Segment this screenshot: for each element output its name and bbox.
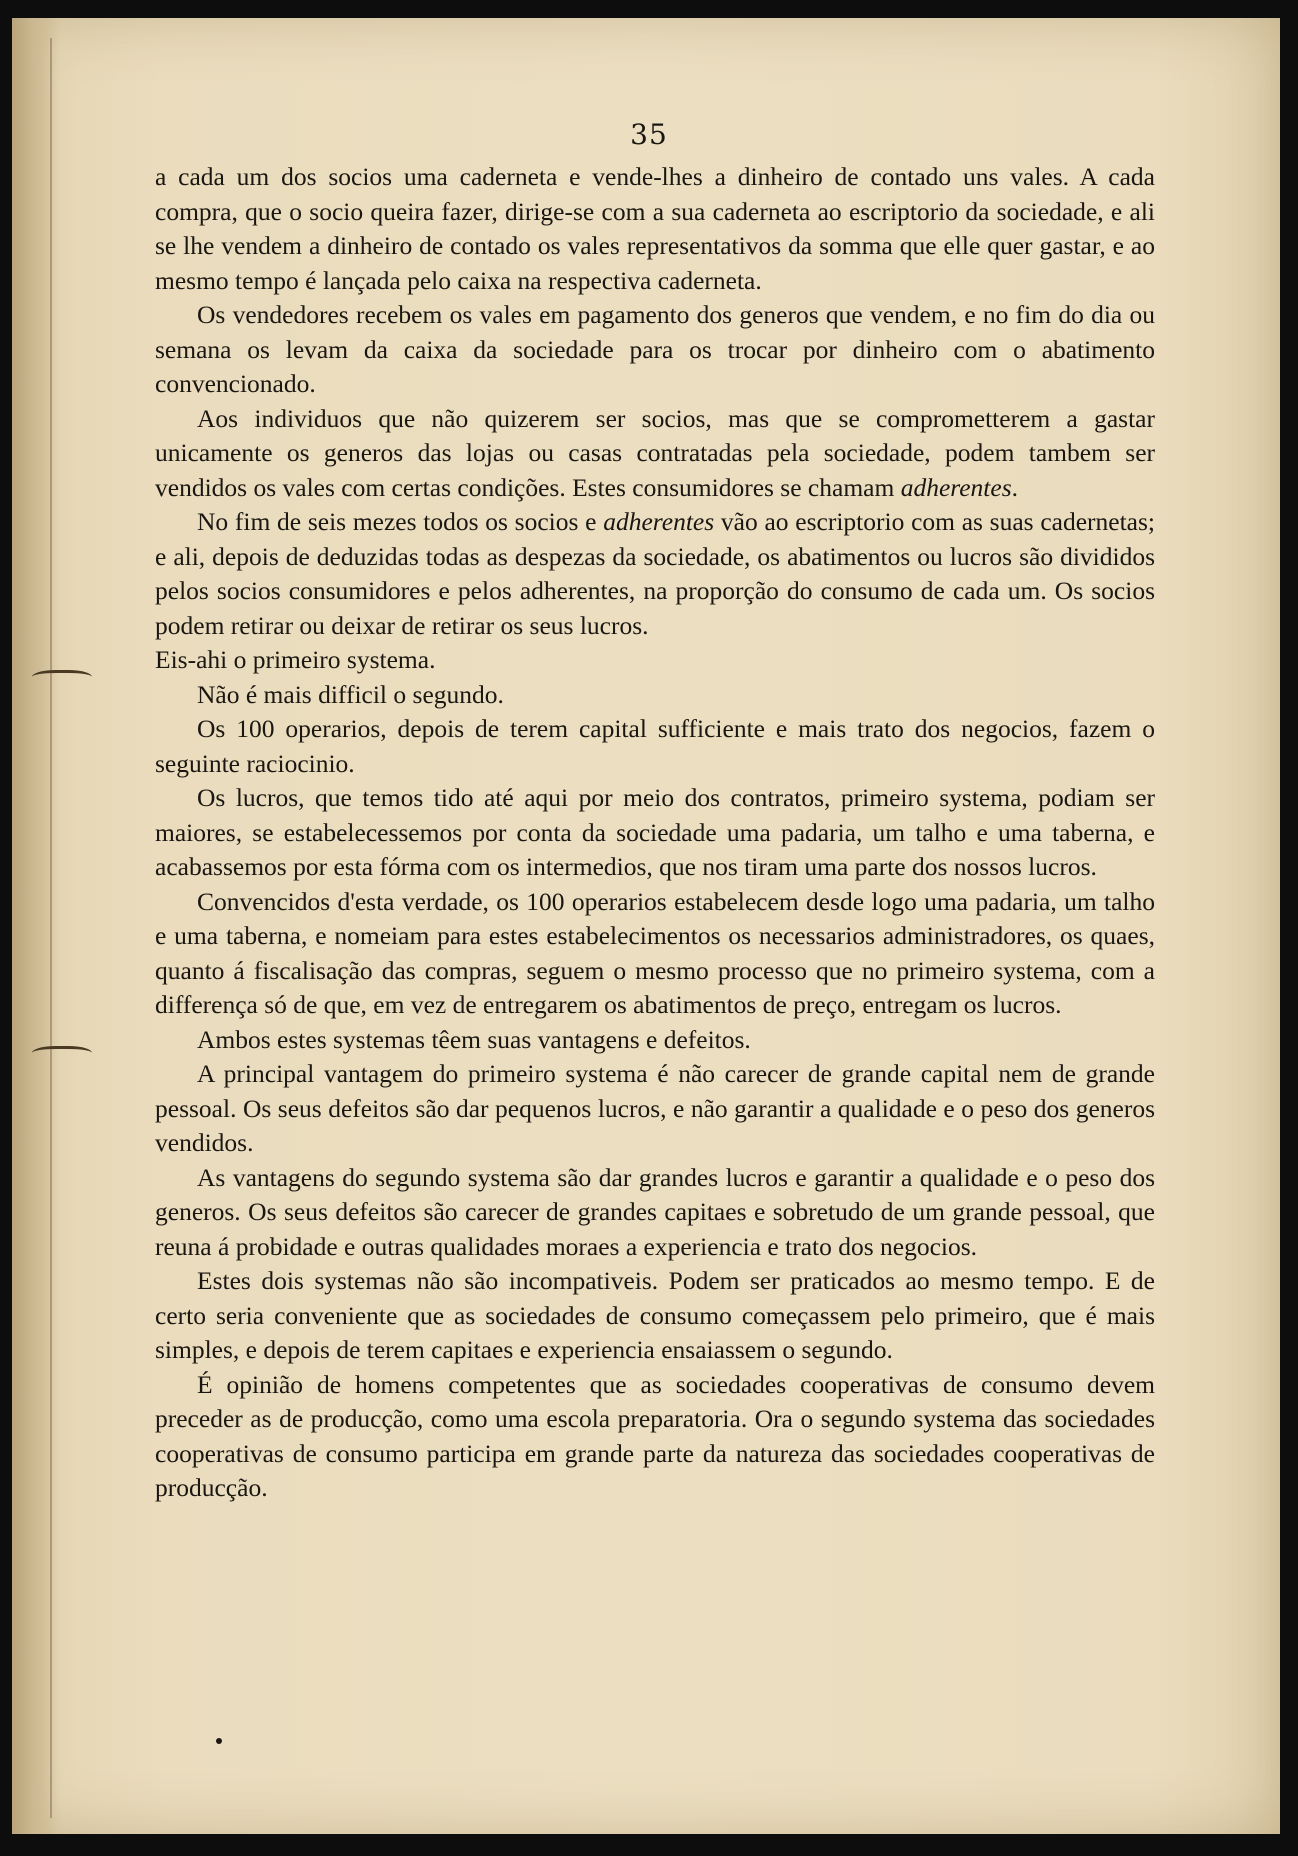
binding-edge <box>50 38 52 1818</box>
ink-mark <box>216 1738 222 1744</box>
binding-thread-upper <box>32 670 92 687</box>
paragraph-primeiro-systema: Eis-ahi o primeiro systema. <box>155 645 436 674</box>
paragraph-seis-mezes-rest: vão ao escriptorio com as suas cadernetas; e ali, depois de deduzidas todas as despezas da sociedade, os abatimentos ou lucros são divididos pelos socios consumidores e pelos adherentes, na proporção do consumo de cada um. Os socios podem retirar ou deixar de retirar os seus lucros. <box>155 507 1156 640</box>
paragraph-adherentes-text: Aos individuos que não quizerem ser socios, mas que se comprometterem a gastar unicamente os generos das lojas ou casas contratadas pela sociedade, podem tambem ser vendidos os vales com certas condições. Estes consumidores se chamam <box>155 403 1155 502</box>
paragraph-adherentes-end: . <box>1011 472 1019 502</box>
paragraph-seis-mezes <box>155 505 1155 678</box>
term-adherentes-2: adherentes <box>603 507 715 536</box>
binding-thread-lower <box>32 1046 92 1063</box>
paragraph-incompativeis: Estes dois systemas não são incompativeis. Podem ser praticados ao mesmo tempo. E de certo seria conveniente que as sociedades de consumo começassem pelo primeiro, que é mais simples, e depois de terem capitaes e experiencia ensaiassem o segundo. <box>155 1266 1155 1364</box>
paragraph-vantagens-segundo: As vantagens do segundo systema são dar grandes lucros e garantir a qualidade e o peso dos generos. Os seus defeitos são carecer de grandes capitaes e sobretudo de um grande pessoal, que reuna á probidade e outras qualidades moraes a experiencia e trato dos negocios. <box>155 1162 1155 1261</box>
paragraph-caderneta: a cada um dos socios uma caderneta e vende-lhes a dinheiro de contado uns vales. A cada compra, que o socio queira fazer, dirige-se com a sua caderneta ao escriptorio da sociedade, e ali se lhe vendem a dinheiro de contado os vales representativos da somma que elle quer gastar, e ao mesmo tempo é lançada pelo caixa na respectiva caderneta. <box>155 162 1155 295</box>
paragraph-operarios: Os 100 operarios, depois de terem capital sufficiente e mais trato dos negocios, fazem o seguinte raciocinio. <box>155 714 1155 778</box>
term-adherentes: adherentes <box>900 472 1012 502</box>
page-number: 35 <box>630 118 668 151</box>
body-text <box>155 160 1155 1506</box>
paragraph-convencidos: Convencidos d'esta verdade, os 100 operarios estabelecem desde logo uma padaria, um talho e uma taberna, e nomeiam para estes estabelecimentos os necessarios administradores, os quaes, quanto á fiscalisação das compras, seguem o mesmo processo que no primeiro systema, com a differença só de que, em vez de entregarem os abatimentos de preço, entregam os lucros. <box>155 886 1155 1019</box>
paragraph-lucros: Os lucros, que temos tido até aqui por meio dos contratos, primeiro systema, podiam ser maiores, se estabelecessemos por conta da sociedade uma padaria, um talho e uma taberna, e acabassemos por esta fórma com os intermedios, que nos tiram uma parte dos nossos lucros. <box>155 783 1155 881</box>
paragraph-ambos: Ambos estes systemas têem suas vantagens e defeitos. <box>197 1024 751 1054</box>
paragraph-segundo: Não é mais difficil o segundo. <box>197 679 504 709</box>
paragraph-adherentes <box>155 402 1155 506</box>
paragraph-seis-mezes-start: No fim de seis mezes todos os socios e <box>197 507 604 536</box>
paragraph-vendedores: Os vendedores recebem os vales em pagamento dos generos que vendem, e no fim do dia ou semana os levam da caixa da sociedade para os trocar por dinheiro com o abatimento convencionado. <box>155 300 1155 398</box>
paragraph-opiniao: É opinião de homens competentes que as sociedades cooperativas de consumo devem preceder as de producção, como uma escola preparatoria. Ora o segundo systema das sociedades cooperativas de consumo participa em grande parte da natureza das sociedades cooperativas de producção. <box>155 1369 1155 1502</box>
paragraph-vantagem-primeiro: A principal vantagem do primeiro systema é não carecer de grande capital nem de grande pessoal. Os seus defeitos são dar pequenos lucros, e não garantir a qualidade e o peso dos generos vendidos. <box>155 1059 1155 1157</box>
